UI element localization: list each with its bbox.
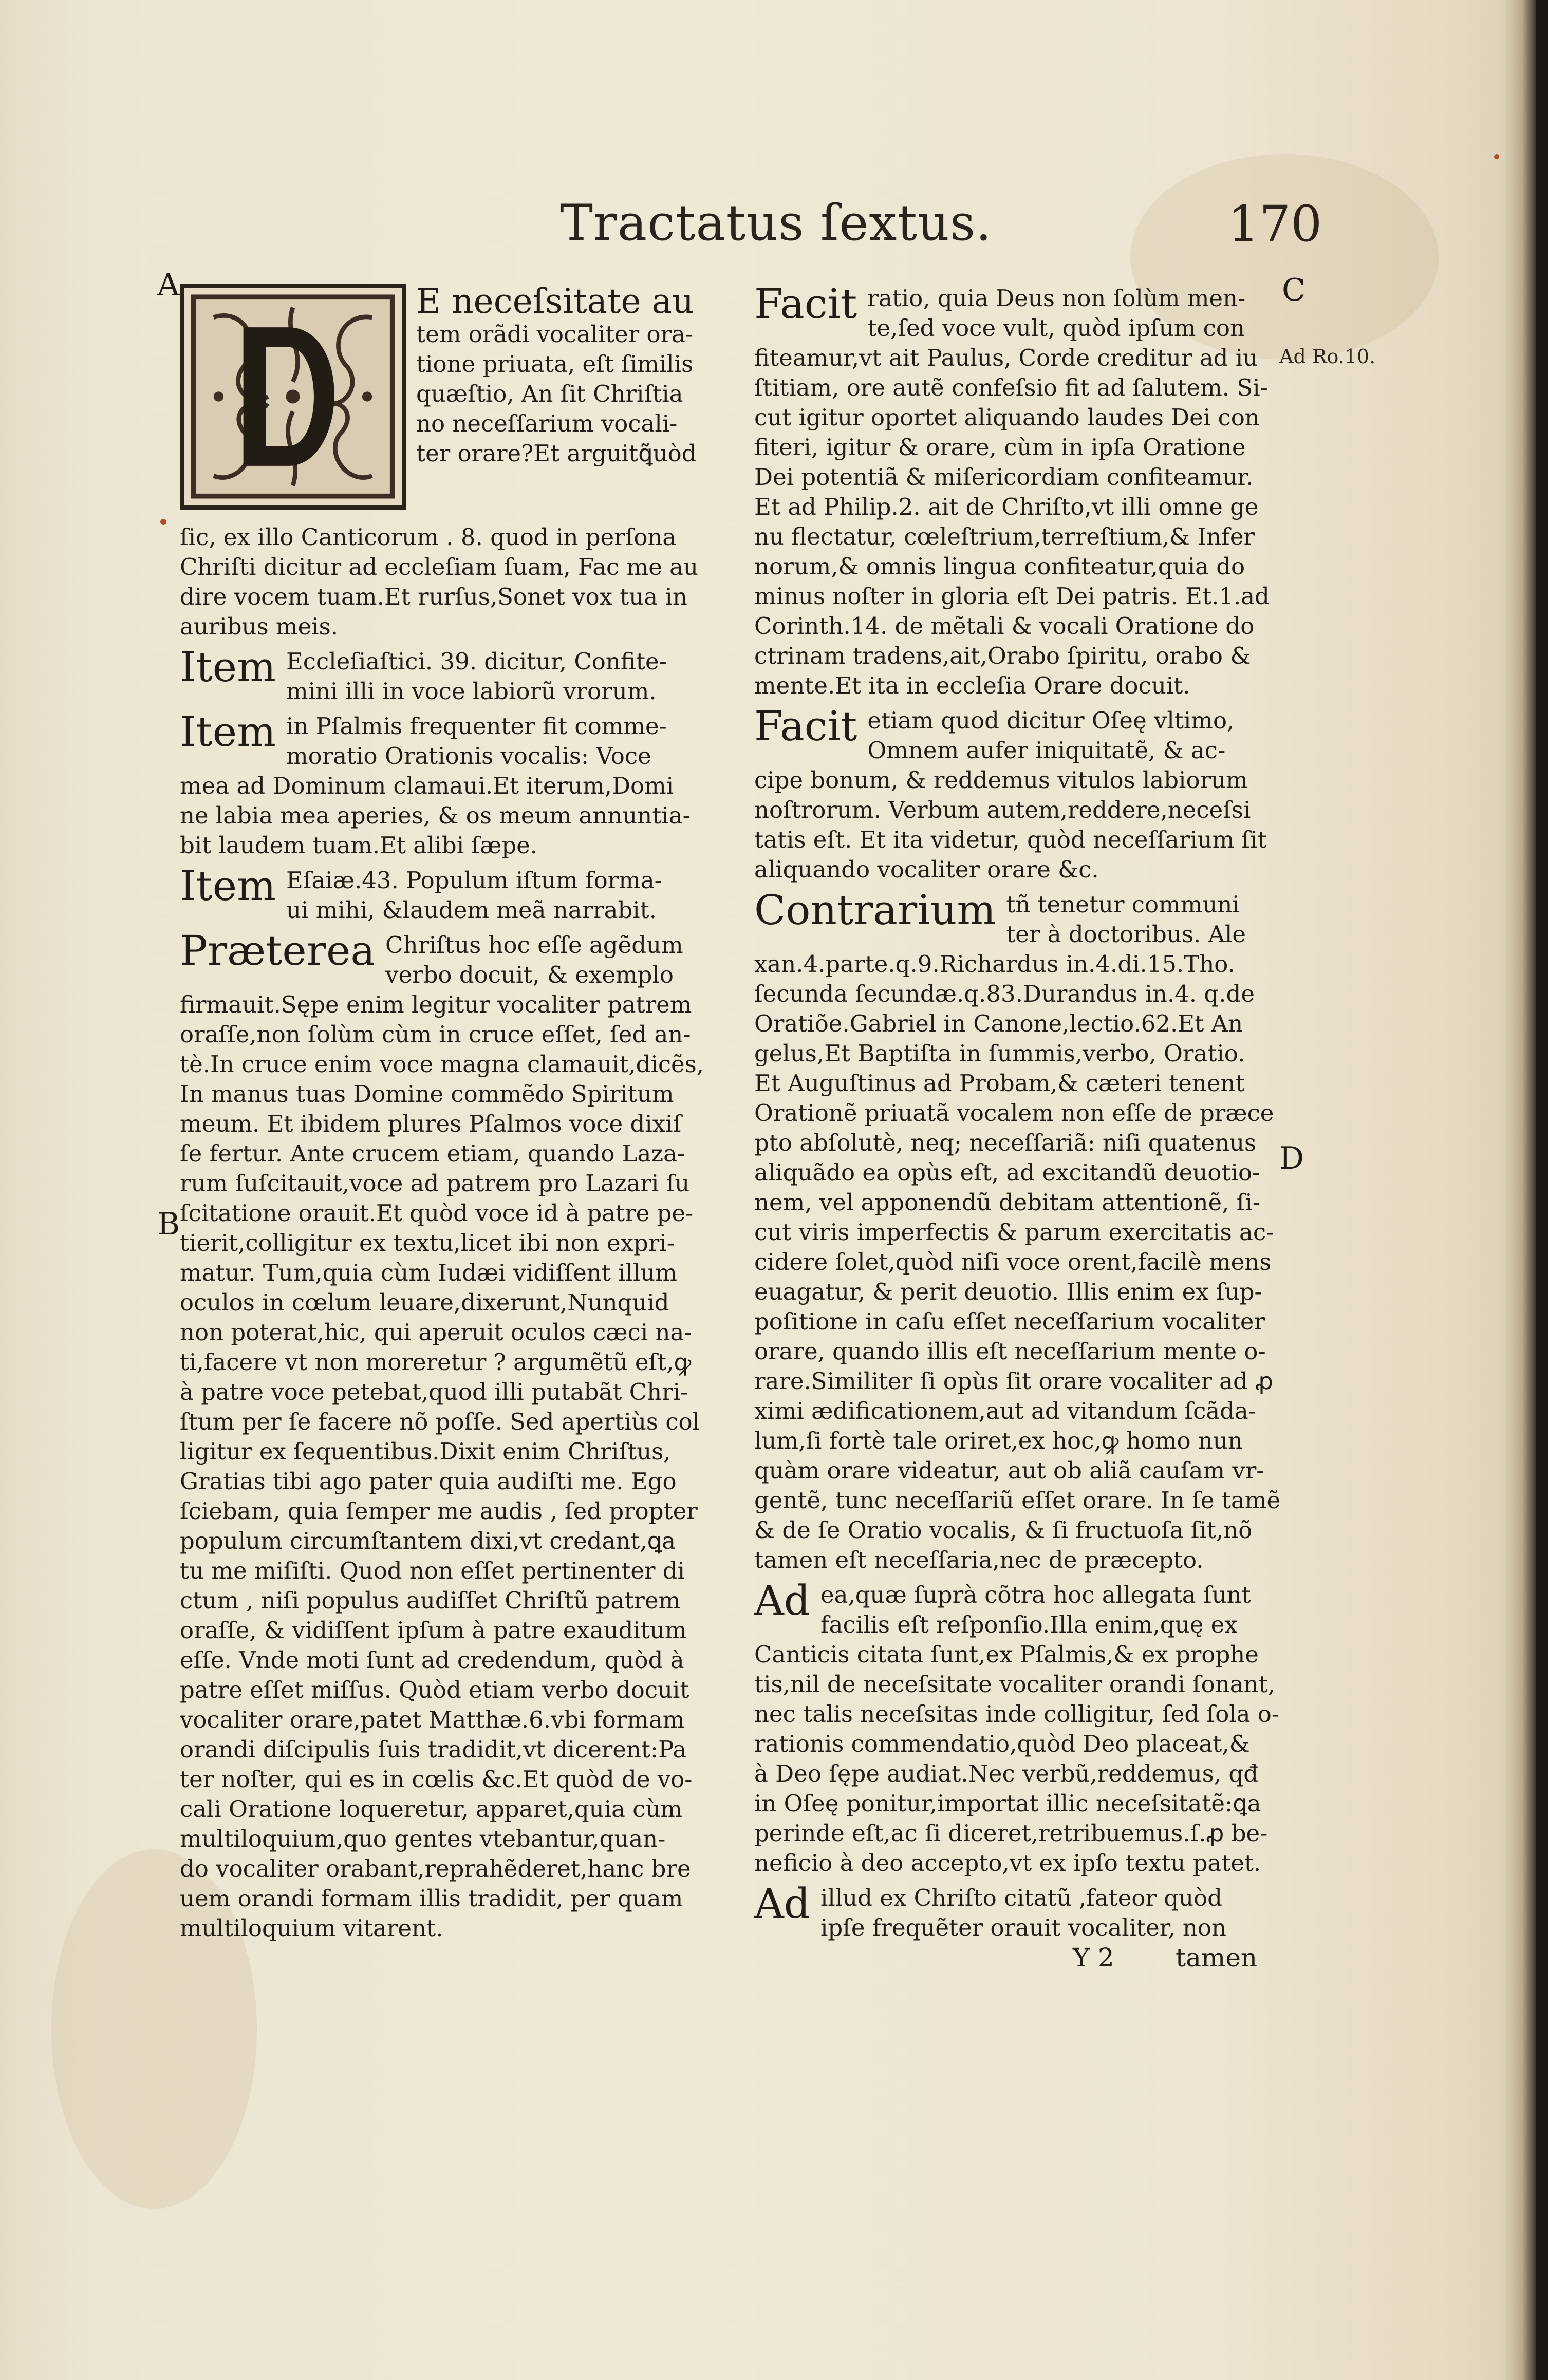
text-line: Orationẽ priuatã vocalem non eſſe de præce bbox=[754, 1099, 1274, 1127]
text-line: tione priuata, eſt ſimilis bbox=[416, 350, 694, 378]
text-line: ipſe frequẽter orauit vocaliter, non bbox=[820, 1914, 1226, 1941]
text-line: aliquando vocaliter orare &c. bbox=[754, 856, 1099, 883]
text-line: patre eſſet miſſus. Quòd etiam verbo docuit bbox=[180, 1676, 689, 1703]
text-line: mea ad Dominum clamaui.Et iterum,Domi bbox=[180, 772, 674, 799]
text-line: norum,& omnis lingua confiteatur,quia do bbox=[754, 553, 1245, 580]
text-line: tamen eſt neceſſaria,nec de præcepto. bbox=[754, 1546, 1204, 1573]
text-line: tè.In cruce enim voce magna clamauit,dicẽs, bbox=[180, 1051, 704, 1078]
text-line: minus noſter in gloria eſt Dei patris. Et.1.ad bbox=[754, 583, 1270, 610]
text-line: tem orãdi vocaliter ora- bbox=[416, 321, 694, 348]
text-line: oraſſe, & vidiſſent ipſum à patre exauditum bbox=[180, 1617, 687, 1644]
text-line: no neceſſarium vocali- bbox=[416, 410, 678, 437]
text-line: xan.4.parte.q.9.Richardus in.4.di.15.Tho. bbox=[754, 950, 1235, 978]
lead-word: Item bbox=[180, 643, 276, 691]
text-line: nem, vel apponendũ debitam attentionẽ, ſi- bbox=[754, 1189, 1261, 1216]
margin-note: Ad Ro.10. bbox=[1279, 345, 1376, 368]
margin-letter-b: B bbox=[157, 1206, 180, 1242]
text-line: Dei potentiã & miſericordiam confiteamur. bbox=[754, 463, 1254, 491]
signature-mark: Y 2 bbox=[1073, 1943, 1114, 1973]
text-line: ter noſter, qui es in cœlis &c.Et quòd de vo- bbox=[180, 1766, 693, 1793]
text-line: poſitione in caſu eſſet neceſſarium vocaliter bbox=[754, 1308, 1265, 1335]
text-line: rationis commendatio,quòd Deo placeat,& bbox=[754, 1730, 1250, 1757]
text-line: bit laudem tuam.Et alibi ſæpe. bbox=[180, 832, 538, 859]
folio-number: 170 bbox=[1228, 195, 1322, 253]
left-body-text bbox=[180, 990, 704, 1943]
lead-word: Facit bbox=[754, 702, 857, 750]
text-line: verbo docuit, & exemplo bbox=[385, 961, 674, 988]
right-column bbox=[754, 280, 1283, 1974]
lead-word: Item bbox=[180, 862, 276, 910]
text-line: ea,quæ ſuprà cõtra hoc allegata ſunt bbox=[820, 1581, 1251, 1608]
text-line: Omnem aufer iniquitatẽ, & ac- bbox=[867, 737, 1226, 764]
text-line: vocaliter orare,patet Matthæ.6.vbi formam bbox=[180, 1706, 685, 1733]
text-line: dire vocem tuam.Et rurſus,Sonet vox tua in bbox=[180, 583, 687, 610]
right-body-text bbox=[754, 343, 1283, 701]
text-line: Oratiõe.Gabriel in Canone,lectio.62.Et An bbox=[754, 1010, 1243, 1037]
text-line: cidere ſolet,quòd niſi voce orent,facilè mens bbox=[754, 1248, 1272, 1276]
text-line: quàm orare videatur, aut ob aliã cauſam vr- bbox=[754, 1457, 1264, 1484]
text-line: quæſtio, An ſit Chriſtia bbox=[416, 380, 683, 407]
floral-initial-icon bbox=[184, 288, 402, 505]
text-line: Eccleſiaſtici. 39. dicitur, Confite- bbox=[286, 648, 667, 675]
running-header bbox=[560, 194, 1341, 251]
ink-spot bbox=[1494, 154, 1499, 159]
text-line: ctrinam tradens,ait,Orabo ſpiritu, orabo & bbox=[754, 642, 1251, 669]
right-body-text bbox=[754, 1640, 1283, 1878]
text-line: facilis eſt reſponſio.Illa enim,quę ex bbox=[820, 1611, 1238, 1638]
text-line: cali Oratione loqueretur, apparet,quia cùm bbox=[180, 1795, 683, 1823]
text-line: Et ad Philip.2. ait de Chriſto,vt illi omne ge bbox=[754, 493, 1259, 520]
text-line: cipe bonum, & reddemus vitulos labiorum bbox=[754, 766, 1248, 794]
text-line: cut igitur oportet aliquando laudes Dei con bbox=[754, 404, 1260, 431]
text-line: ti,facere vt non moreretur ? argumẽtũ eſt,ꝙ bbox=[180, 1348, 692, 1376]
text-line: ſe fertur. Ante crucem etiam, quando Laza- bbox=[180, 1140, 685, 1167]
text-line: nec talis neceſsitas inde colligitur, ſed ſola o- bbox=[754, 1700, 1280, 1728]
lead-word: Ad bbox=[754, 1880, 810, 1927]
text-line: orandi diſcipulis ſuis tradidit,vt dicerent:Pa bbox=[180, 1736, 687, 1763]
text-line: multiloquium,quo gentes vtebantur,quan- bbox=[180, 1825, 666, 1852]
text-line: euagatur, & perit deuotio. Illis enim ex ſup- bbox=[754, 1278, 1262, 1305]
lead-word: Ad bbox=[754, 1577, 810, 1624]
lead-word: Præterea bbox=[180, 927, 376, 975]
text-line: tatis eſt. Et ita videtur, quòd neceſſarium ſit bbox=[754, 826, 1267, 853]
text-line: ſtitiam, ore autẽ confeſsio fit ad ſalutem. Si- bbox=[754, 374, 1268, 401]
right-body-text bbox=[754, 765, 1283, 885]
text-line: tu me miſiſti. Quod non eſſet pertinenter di bbox=[180, 1557, 685, 1584]
text-line: ctum , niſi populus audiſſet Chriſtũ patrem bbox=[180, 1587, 681, 1614]
text-line: non poterat,hic, qui aperuit oculos cæci na- bbox=[180, 1319, 692, 1346]
text-line: mente.Et ita in eccleſia Orare docuit. bbox=[754, 672, 1190, 699]
margin-letter-d: D bbox=[1279, 1140, 1304, 1176]
text-line: auribus meis. bbox=[180, 613, 338, 640]
text-line: rare.Similiter ſi opùs ſit orare vocaliter ad ꝓ bbox=[754, 1367, 1273, 1395]
text-line: In manus tuas Domine commẽdo Spiritum bbox=[180, 1080, 674, 1108]
text-line: oraſſe,non ſolùm cùm in cruce eſſet, ſed an- bbox=[180, 1021, 691, 1048]
text-line: ſecunda ſecundæ.q.83.Durandus in.4. q.de bbox=[754, 980, 1255, 1007]
margin-letter-c: C bbox=[1282, 272, 1305, 308]
text-line: Canticis citata ſunt,ex Pſalmis,& ex prophe bbox=[754, 1641, 1259, 1668]
text-line: in Oſeę ponitur,importat illic neceſsitatẽ:ꝗa bbox=[754, 1790, 1261, 1817]
page-edge bbox=[1505, 0, 1536, 2380]
text-line: Corinth.14. de mẽtali & vocali Oratione do bbox=[754, 612, 1255, 640]
text-line: multiloquium vitarent. bbox=[180, 1915, 443, 1942]
text-line: ratio, quia Deus non ſolùm men- bbox=[867, 285, 1246, 312]
right-body-text bbox=[754, 949, 1283, 1575]
text-line: meum. Et ibidem plures Pſalmos voce dixiſ bbox=[180, 1110, 682, 1137]
text-line: mini illi in voce labiorũ vrorum. bbox=[286, 678, 657, 705]
text-line: ter orare?Et arguitꝗ̃uòd bbox=[416, 440, 697, 467]
text-line: fiteri, igitur & orare, cùm in ipſa Oratione bbox=[754, 434, 1246, 461]
text-line: firmauit.Sępe enim legitur vocaliter patrem bbox=[180, 991, 692, 1018]
text-line: ſic, ex illo Canticorum . 8. quod in perſona bbox=[180, 523, 677, 551]
text-line: Gratias tibi ago pater quia audiſti me. Ego bbox=[180, 1468, 677, 1495]
left-column bbox=[180, 284, 704, 1943]
text-line: ter à doctoribus. Ale bbox=[1006, 921, 1246, 948]
text-line: tis,nil de neceſsitate vocaliter orandi ſonant, bbox=[754, 1671, 1275, 1698]
text-line: uem orandi formam illis tradidit, per quam bbox=[180, 1885, 683, 1912]
text-line: cut viris imperfectis & parum exercitatis ac- bbox=[754, 1219, 1274, 1246]
text-line: gentẽ, tunc neceſſariũ eſſet orare. In ſe tamẽ bbox=[754, 1487, 1281, 1514]
text-line: ſtum per ſe facere nõ poſſe. Sed apertiùs col bbox=[180, 1408, 700, 1435]
text-line: pto abſolutè, neq; neceſſariã: niſi quatenus bbox=[754, 1129, 1257, 1156]
text-line: neficio à deo accepto,vt ex ipſo textu patet. bbox=[754, 1849, 1261, 1877]
text-line: eſſe. Vnde moti ſunt ad credendum, quòd à bbox=[180, 1646, 684, 1674]
text-line: populum circumſtantem dixi,vt credant,ꝗa bbox=[180, 1527, 676, 1554]
text-line: Chriſti dicitur ad eccleſiam ſuam, Fac me au bbox=[180, 553, 698, 580]
lead-word: Item bbox=[180, 708, 276, 756]
text-line: ui mihi, &laudem meã narrabit. bbox=[286, 896, 657, 924]
text-line: ſcitatione orauit.Et quòd voce id à patre pe- bbox=[180, 1200, 694, 1227]
text-line: lum,ſi fortè tale oriret,ex hoc,ꝙ homo nun bbox=[754, 1427, 1243, 1454]
text-line: tñ tenetur communi bbox=[1006, 891, 1240, 918]
text-line: gelus,Et Baptiſta in ſummis,verbo, Oratio. bbox=[754, 1040, 1245, 1067]
text-line: Et Auguſtinus ad Probam,& cæteri tenent bbox=[754, 1070, 1245, 1097]
decorated-initial bbox=[180, 284, 406, 510]
text-line: perinde eſt,ac ſi diceret,retribuemus.ſ.ꝓ be- bbox=[754, 1820, 1268, 1847]
text-line: etiam quod dicitur Oſeę vltimo, bbox=[867, 707, 1235, 734]
running-title: Tractatus ſextus. bbox=[560, 194, 992, 252]
text-line: te,ſed voce vult, quòd ipſum con bbox=[867, 314, 1245, 342]
catchword: tamen bbox=[1176, 1943, 1258, 1973]
ink-spot bbox=[160, 519, 166, 525]
text-line: nu flectatur, cœleſtrium,terreſtium,& Infer bbox=[754, 523, 1255, 550]
text-line: do vocaliter orabant,reprahẽderet,hanc bre bbox=[180, 1855, 691, 1882]
lead-word: Facit bbox=[754, 280, 857, 328]
text-line: in Pſalmis frequenter fit comme- bbox=[286, 713, 667, 740]
margin-letter-a: A bbox=[157, 267, 180, 303]
text-line: ximi ædificationem,aut ad vitandum ſcãda- bbox=[754, 1397, 1256, 1425]
text-line: à patre voce petebat,quod illi putabãt Chri- bbox=[180, 1378, 688, 1405]
text-line: Eſaiæ.43. Populum iſtum forma- bbox=[286, 867, 662, 894]
text-line: & de ſe Oratio vocalis, & ſi fructuoſa ſit,nõ bbox=[754, 1516, 1253, 1544]
text-line: oculos in cœlum leuare,dixerunt,Nunquid bbox=[180, 1289, 669, 1316]
text-line: ne labia mea aperies, & os meum annuntia- bbox=[180, 802, 691, 829]
text-line: noſtrorum. Verbum autem,reddere,neceſsi bbox=[754, 796, 1251, 823]
text-line: fiteamur,vt ait Paulus, Corde creditur ad iu bbox=[754, 344, 1258, 371]
text-line: ſciebam, quia ſemper me audis , ſed propter bbox=[180, 1497, 698, 1525]
text-line: aliquãdo ea opùs eſt, ad excitandũ deuotio- bbox=[754, 1159, 1260, 1186]
text-line: tierit,colligitur ex textu,licet ibi non expri- bbox=[180, 1229, 675, 1257]
opening-line: E neceſsitate au bbox=[416, 284, 694, 320]
text-line: moratio Orationis vocalis: Voce bbox=[286, 742, 651, 770]
text-line: matur. Tum,quia cùm Iudæi vidiſſent illum bbox=[180, 1259, 677, 1286]
lead-word: Contrarium bbox=[754, 886, 996, 934]
text-line: ligitur ex ſequentibus.Dixit enim Chriſtus, bbox=[180, 1438, 671, 1465]
text-line: Chriſtus hoc eſſe agẽdum bbox=[385, 931, 683, 959]
text-line: orare, quando illis eſt neceſſarium mente o- bbox=[754, 1338, 1266, 1365]
text-line: rum ſuſcitauit,voce ad patrem pro Lazari ſu bbox=[180, 1170, 690, 1197]
text-line: à Deo ſępe audiat.Nec verbũ,reddemus, qđ bbox=[754, 1760, 1259, 1787]
text-line: illud ex Chriſto citatũ ,fateor quòd bbox=[820, 1884, 1222, 1912]
